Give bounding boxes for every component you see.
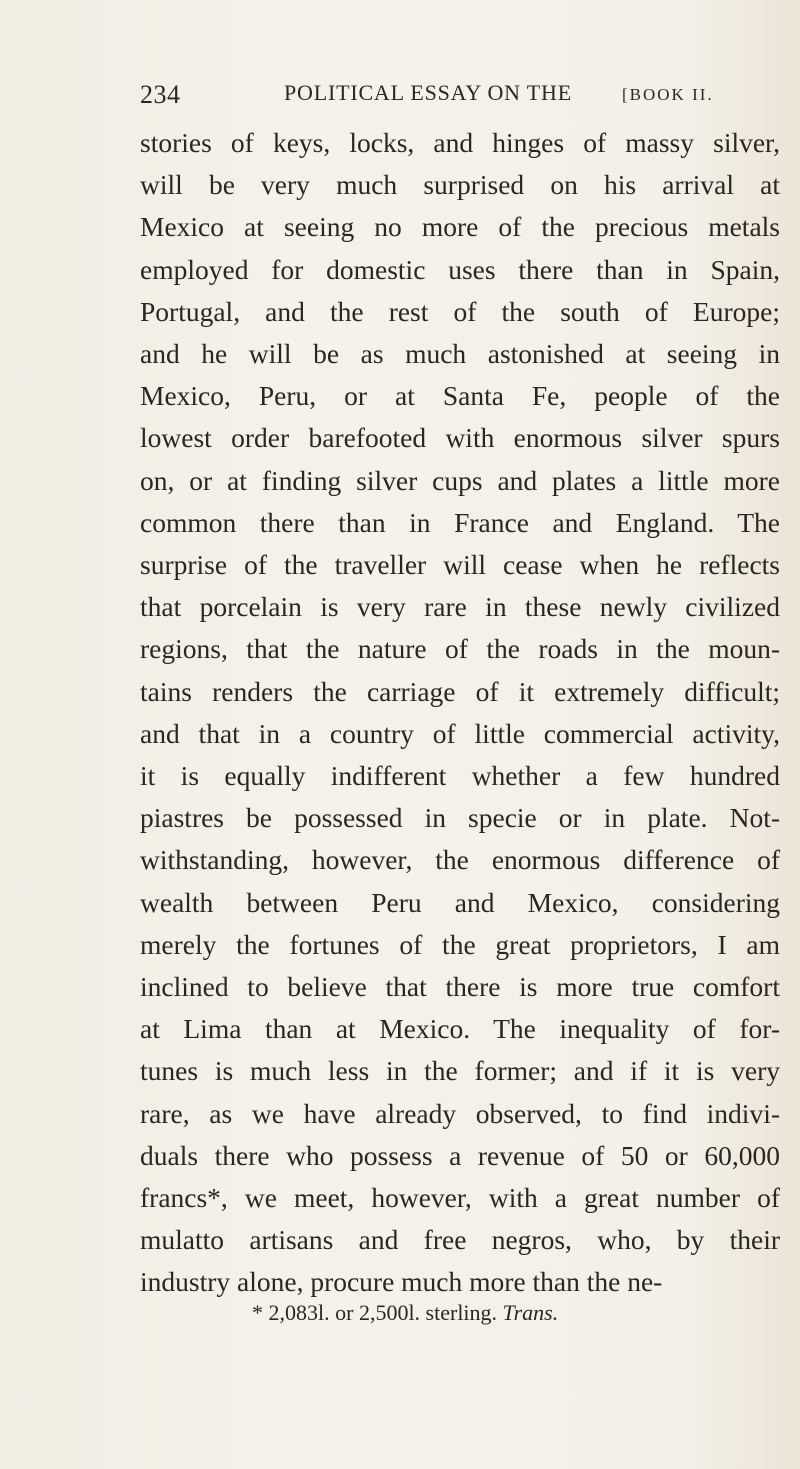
text-line: wealth between Peru and Mexico, considering [140,886,780,918]
text-line: common there than in France and England. The [140,506,780,538]
text-line: lowest order barefooted with enormous silver spurs [140,422,780,454]
text-line: regions, that the nature of the roads in the moun- [140,633,780,665]
body-text [140,122,780,1304]
text-line: and that in a country of little commercial activity, [140,717,780,749]
text-line: mulatto artisans and free negros, who, by their [140,1224,780,1256]
footnote-trans: Trans. [502,1300,559,1325]
text-line: surprise of the traveller will cease when he reflects [140,549,780,581]
text-line: and he will be as much astonished at seeing in [140,338,780,370]
text-line: that porcelain is very rare in these newly civilized [140,591,780,623]
text-line: withstanding, however, the enormous difference of [140,844,780,876]
text-line: employed for domestic uses there than in Spain, [140,253,780,285]
text-line: Mexico, Peru, or at Santa Fe, people of the [140,380,780,412]
text-line: Mexico at seeing no more of the precious metals [140,211,780,243]
text-line: duals there who possess a revenue of 50 or 60,000 [140,1139,780,1171]
text-line: industry alone, procure much more than the ne- [140,1266,663,1298]
text-line: will be very much surprised on his arrival at [140,169,780,201]
footnote-text: * 2,083l. or 2,500l. sterling. [252,1300,498,1325]
footnote [252,1300,558,1326]
text-line: tains renders the carriage of it extremely difficult; [140,675,780,707]
running-title: POLITICAL ESSAY ON THE [284,80,572,105]
text-line: Portugal, and the rest of the south of Europe; [140,295,780,327]
text-line: rare, as we have already observed, to find indivi- [140,1097,780,1129]
page-number: 234 [140,80,181,109]
text-line: francs*, we meet, however, with a great number of [140,1182,780,1214]
page-header [140,80,770,120]
text-line: at Lima than at Mexico. The inequality of for- [140,1013,780,1045]
text-line: merely the fortunes of the great proprietors, I am [140,928,780,960]
text-line: piastres be possessed in specie or in plate. Not- [140,802,780,834]
text-line: it is equally indifferent whether a few hundred [140,760,780,792]
text-line: inclined to believe that there is more true comfort [140,971,780,1003]
text-line: on, or at finding silver cups and plates a little more [140,464,780,496]
text-line: stories of keys, locks, and hinges of massy silver, [140,127,780,158]
text-line: tunes is much less in the former; and if it is very [140,1055,780,1087]
section-label: [BOOK II. [622,85,714,104]
